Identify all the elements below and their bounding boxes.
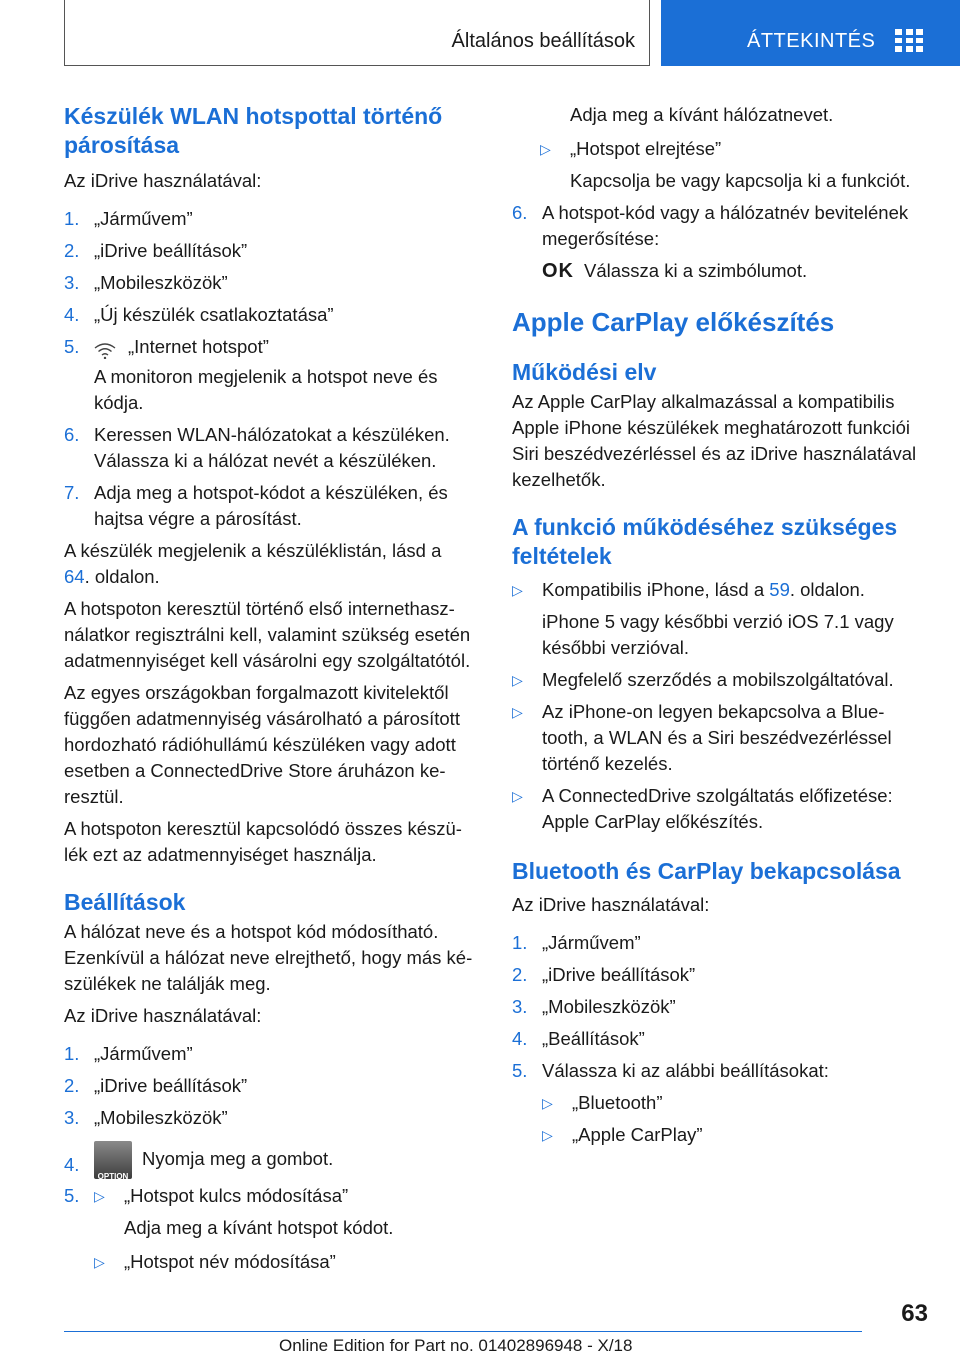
wifi-icon xyxy=(94,340,116,356)
footer-divider xyxy=(64,1331,862,1332)
list-item: 5. ▷ „Hotspot kulcs módosítása” Adja meg a kívánt hotspot kódot. ▷ „Hotspot név módosítása” xyxy=(64,1183,484,1275)
page-link-64[interactable]: 64 xyxy=(64,566,85,587)
intro-text: Az iDrive használatával: xyxy=(64,1005,262,1026)
left-column xyxy=(64,102,484,1275)
ok-instruction: OK Válassza ki a szimbólumot. xyxy=(542,260,808,282)
bullet-item: ▷ „Apple CarPlay” xyxy=(542,1122,932,1148)
overview-tab-label: ÁTTEKINTÉS xyxy=(747,30,876,52)
heading-carplay: Apple CarPlay előkészítés xyxy=(512,307,835,337)
ok-icon: OK xyxy=(542,260,574,282)
steps-list-3 xyxy=(512,930,932,1148)
list-item: 4. OPTION Nyomja meg a gombot. xyxy=(64,1137,484,1181)
bullet-note: Adja meg a kívánt hotspot kódot. xyxy=(124,1217,394,1238)
header-section-title: Általános beállítások xyxy=(451,30,635,52)
list-item: 3. „Mobileszközök” xyxy=(64,272,228,293)
list-item: 3. „Mobileszközök” xyxy=(64,1107,228,1128)
list-item: 2. „iDrive beállítások” xyxy=(512,964,696,985)
bullet-item: ▷ „Bluetooth” xyxy=(542,1090,932,1116)
list-item: 4. „Beállítások” xyxy=(512,1028,645,1049)
page-header xyxy=(0,0,960,66)
option-button-icon: OPTION xyxy=(94,1141,132,1179)
right-column xyxy=(512,102,932,1148)
triangle-bullet-icon: ▷ xyxy=(542,1095,553,1111)
list-item: 6. A hotspot-kód vagy a hálózatnév bevitelének megerősítése: xyxy=(512,202,909,249)
triangle-bullet-icon: ▷ xyxy=(512,582,523,598)
list-item: 4. „Új készülék csatlakoztatása” xyxy=(64,304,334,325)
paragraph: A hálózat neve és a hotspot kód módosítható. Ezenkívül a hálózat neve elrejthető, hogy más ké-szülékek ne találják meg. xyxy=(64,921,473,994)
steps-list-1 xyxy=(64,206,484,532)
paragraph: A készülék megjelenik a készüléklistán, lásd a 64. oldalon. xyxy=(64,540,442,587)
triangle-bullet-icon: ▷ xyxy=(512,672,523,688)
bullet-item: ▷ A ConnectedDrive szolgáltatás előfizetése: Apple CarPlay előkészítés. xyxy=(512,785,893,832)
intro-text: Az iDrive használatával: xyxy=(512,894,710,915)
bullet-item: ▷ Megfelelő szerződés a mobilszolgáltatóval. xyxy=(512,667,932,693)
step5-note: A monitoron megjelenik a hotspot neve és kódja. xyxy=(94,366,438,413)
heading-settings: Beállítások xyxy=(64,889,186,915)
page-link-59[interactable]: 59 xyxy=(769,579,790,600)
triangle-bullet-icon: ▷ xyxy=(512,704,523,720)
bullet-note: iPhone 5 vagy későbbi verzió iOS 7.1 vagy későbbi verzióval. xyxy=(542,611,894,658)
heading-requirements: A funkció működéséhez szükséges feltételek xyxy=(512,514,898,569)
list-item: 2. „iDrive beállítások” xyxy=(64,240,248,261)
bullet-item: ▷ Az iPhone-on legyen bekapcsolva a Blue-tooth, a WLAN és a Siri beszédvezérléssel történő kezelés. xyxy=(512,701,892,774)
heading-principle: Működési elv xyxy=(512,359,657,385)
list-item: 3. „Mobileszközök” xyxy=(512,996,676,1017)
bullet-item: ▷ „Hotspot kulcs módosítása” xyxy=(94,1183,484,1209)
list-item: 1. „Járművem” xyxy=(64,1043,193,1064)
triangle-bullet-icon: ▷ xyxy=(542,1127,553,1143)
intro-text: Az iDrive használatával: xyxy=(64,170,262,191)
triangle-bullet-icon: ▷ xyxy=(94,1188,105,1204)
header-section-box xyxy=(64,0,650,66)
heading-hotspot-pairing: Készülék WLAN hotspottal történő párosítása xyxy=(64,103,443,158)
page-number: 63 xyxy=(901,1300,928,1327)
bullet-note: Adja meg a kívánt hálózatnevet. xyxy=(570,104,834,125)
list-item: 7. Adja meg a hotspot-kódot a készüléken, és hajtsa végre a párosítást. xyxy=(64,482,448,529)
list-item: 5. „Internet hotspot” xyxy=(64,334,484,360)
list-item: 6. Keressen WLAN-hálózatokat a készüléken. Válassza ki a hálózat nevét a készüléken. xyxy=(64,424,450,471)
bullet-item: ▷ „Hotspot elrejtése” xyxy=(540,136,932,162)
heading-bluetooth-carplay: Bluetooth és CarPlay bekapcsolása xyxy=(512,858,901,884)
triangle-bullet-icon: ▷ xyxy=(512,788,523,804)
bullet-note: Kapcsolja be vagy kapcsolja ki a funkciót. xyxy=(570,170,911,191)
paragraph: A hotspoton keresztül kapcsolódó összes készü-lék ezt az adatmennyiséget használja. xyxy=(64,818,462,865)
list-item: 1. „Járművem” xyxy=(512,932,641,953)
paragraph: Az Apple CarPlay alkalmazással a kompatibilis Apple iPhone készülékek meghatározott funkciói Siri beszédvezérléssel és az iDrive használatával kezelhetők. xyxy=(512,391,917,490)
footer-edition: Online Edition for Part no. 01402896948 - X/18 xyxy=(279,1336,633,1355)
grid-icon xyxy=(895,29,923,52)
list-item: 2. „iDrive beállítások” xyxy=(64,1075,248,1096)
paragraph: A hotspoton keresztül történő első internethasz-nálatkor regisztrálni kell, valamint szükség esetén adatmennyiséget kell vásárolni egy szolgáltatótól. xyxy=(64,598,471,671)
triangle-bullet-icon: ▷ xyxy=(94,1254,105,1270)
steps-list-2 xyxy=(64,1041,484,1275)
bullet-item: ▷ „Hotspot név módosítása” xyxy=(94,1249,484,1275)
overview-tab[interactable] xyxy=(661,0,960,66)
paragraph: Az egyes országokban forgalmazott kivitelektől függően adatmennyiség vásárolható a párosított hordozható rádióhullámú készüléken vagy adott esetben a ConnectedDrive Store áruházon ke-resztül. xyxy=(64,682,460,807)
bullet-item: ▷ Kompatibilis iPhone, lásd a 59. oldalon. xyxy=(512,577,932,603)
triangle-bullet-icon: ▷ xyxy=(540,141,551,157)
list-item: 1. „Járművem” xyxy=(64,208,193,229)
list-item: 5. Válassza ki az alábbi beállításokat: ▷ „Bluetooth” ▷ „Apple CarPlay” xyxy=(512,1058,932,1148)
